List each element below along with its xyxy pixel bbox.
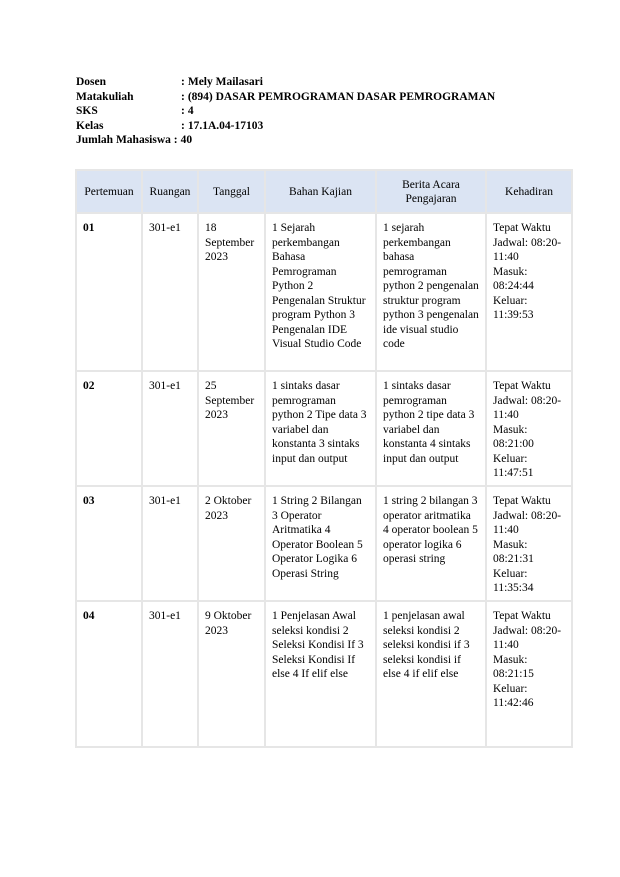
kehadiran-keluar: Keluar: 11:47:51 [493, 452, 534, 479]
cell-pertemuan: 03 [76, 486, 142, 601]
course-header [76, 75, 495, 148]
cell-berita-acara: 1 string 2 bilangan 3 operator aritmatika 4 operator boolean 5 operator logika 6 operasi string [376, 486, 486, 601]
kehadiran-masuk: Masuk: 08:21:15 [493, 653, 534, 680]
cell-pertemuan: 02 [76, 371, 142, 486]
header-separator: : [181, 90, 185, 103]
cell-ruangan: 301-e1 [142, 371, 198, 486]
header-row-dosen [76, 75, 495, 90]
column-header-tanggal: Tanggal [198, 170, 265, 213]
cell-bahan-kajian: 1 sintaks dasar pemrograman python 2 Tipe data 3 variabel dan konstanta 3 sintaks input dan output [265, 371, 376, 486]
cell-berita-acara: 1 sejarah perkembangan bahasa pemrograman python 2 pengenalan struktur program python 3 pengenalan ide visual studio code [376, 213, 486, 371]
header-value: 4 [187, 105, 194, 118]
kehadiran-jadwal: Jadwal: 08:20-11:40 [493, 624, 562, 651]
header-value: 40 [180, 134, 193, 147]
kehadiran-keluar: Keluar: 11:39:53 [493, 294, 534, 321]
header-value: (894) DASAR PEMROGRAMAN DASAR PEMROGRAMAN [187, 90, 496, 103]
column-header-ruangan: Ruangan [142, 170, 198, 213]
cell-kehadiran [486, 486, 572, 601]
kehadiran-status: Tepat Waktu [493, 380, 551, 392]
header-label: Kelas [76, 119, 104, 132]
attendance-table [75, 169, 573, 748]
cell-bahan-kajian: 1 Penjelasan Awal seleksi kondisi 2 Seleksi Kondisi If 3 Seleksi Kondisi If else 4 If elif else [265, 601, 376, 747]
cell-ruangan: 301-e1 [142, 486, 198, 601]
header-row-matakuliah [76, 90, 495, 105]
cell-tanggal: 18 September 2023 [198, 213, 265, 371]
cell-bahan-kajian: 1 String 2 Bilangan 3 Operator Aritmatika 4 Operator Boolean 5 Operator Logika 6 Operasi String [265, 486, 376, 601]
cell-berita-acara: 1 penjelasan awal seleksi kondisi 2 seleksi kondisi if 3 seleksi kondisi if else 4 if elif else [376, 601, 486, 747]
column-header-pertemuan: Pertemuan [76, 170, 142, 213]
kehadiran-keluar: Keluar: 11:35:34 [493, 567, 534, 594]
cell-kehadiran [486, 601, 572, 747]
table-row [76, 601, 572, 747]
column-header-bahan-kajian: Bahan Kajian [265, 170, 376, 213]
kehadiran-status: Tepat Waktu [493, 610, 551, 622]
header-value: 17.1A.04-17103 [187, 119, 264, 132]
column-header-kehadiran: Kehadiran [486, 170, 572, 213]
cell-ruangan: 301-e1 [142, 213, 198, 371]
header-row-sks [76, 104, 495, 119]
header-separator: : [181, 119, 185, 132]
cell-pertemuan: 01 [76, 213, 142, 371]
header-separator: : [181, 76, 185, 88]
table-row [76, 213, 572, 371]
table-row [76, 371, 572, 486]
kehadiran-status: Tepat Waktu [493, 222, 551, 234]
kehadiran-status: Tepat Waktu [493, 495, 551, 507]
column-header-berita-acara: Berita Acara Pengajaran [376, 170, 486, 213]
cell-kehadiran [486, 371, 572, 486]
header-separator: : [173, 134, 178, 147]
cell-kehadiran [486, 213, 572, 371]
kehadiran-masuk: Masuk: 08:24:44 [493, 265, 534, 292]
cell-tanggal: 2 Oktober 2023 [198, 486, 265, 601]
header-row-kelas [76, 119, 495, 134]
table-header-row [76, 170, 572, 213]
kehadiran-keluar: Keluar: 11:42:46 [493, 682, 534, 709]
header-label: SKS [76, 105, 98, 118]
header-value: Mely Mailasari [187, 76, 263, 88]
cell-ruangan: 301-e1 [142, 601, 198, 747]
cell-bahan-kajian: 1 Sejarah perkembangan Bahasa Pemrograman Python 2 Pengenalan Struktur program Python 3 Pengenalan IDE Visual Studio Code [265, 213, 376, 371]
header-row-jumlah-mahasiswa [76, 133, 495, 148]
header-label: Jumlah Mahasiswa [76, 134, 171, 147]
cell-berita-acara: 1 sintaks dasar pemrograman python 2 tipe data 3 variabel dan konstanta 4 sintaks input dan output [376, 371, 486, 486]
header-label: Matakuliah [76, 90, 134, 103]
kehadiran-masuk: Masuk: 08:21:00 [493, 423, 534, 450]
header-label: Dosen [76, 76, 107, 88]
kehadiran-jadwal: Jadwal: 08:20-11:40 [493, 236, 562, 263]
cell-tanggal: 9 Oktober 2023 [198, 601, 265, 747]
cell-pertemuan: 04 [76, 601, 142, 747]
kehadiran-jadwal: Jadwal: 08:20-11:40 [493, 394, 562, 421]
cell-tanggal: 25 September 2023 [198, 371, 265, 486]
header-separator: : [181, 105, 185, 118]
table-row [76, 486, 572, 601]
kehadiran-jadwal: Jadwal: 08:20-11:40 [493, 509, 562, 536]
kehadiran-masuk: Masuk: 08:21:31 [493, 538, 534, 565]
